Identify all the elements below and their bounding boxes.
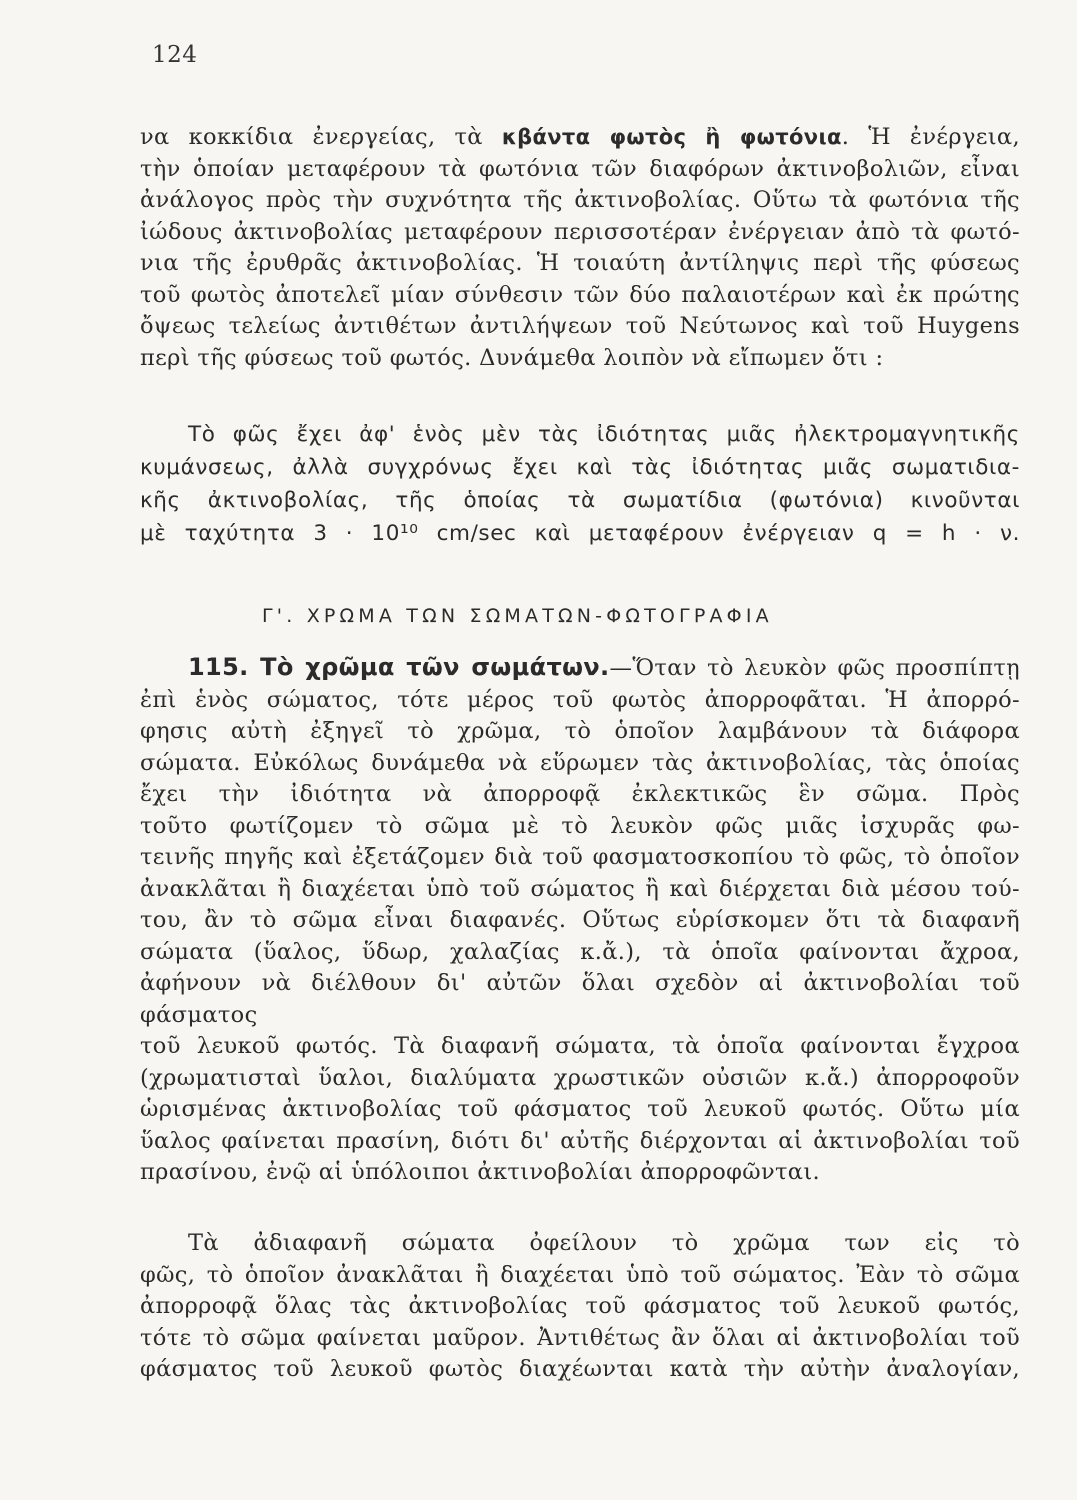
p115-line-9: του, ἂν τὸ σῶμα εἶναι διαφανές. Οὕτως εὑρίσκομεν ὅτι τὰ διαφανῆ [140, 907, 1020, 933]
summary-line-3: κῆς ἀκτινοβολίας, τῆς ὁποίας τὰ σωματίδια (φωτόνια) κινοῦνται [140, 488, 1020, 513]
p115-line-1-tail: —Ὅταν τὸ λευκὸν φῶς προσπίπτῃ [609, 655, 1020, 681]
p115-line-4: σώματα. Εὐκόλως δυνάμεθα νὰ εὕρωμεν τὰς ἀκτινοβολίας, τὰς ὁποίας [140, 749, 1020, 776]
p115-heading: 115. Τὸ χρῶμα τῶν σωμάτων. [188, 653, 610, 681]
paragraph-115 [140, 652, 1020, 1189]
p115-line-5: ἔχει τὴν ἰδιότητα νὰ ἀπορροφᾷ ἐκλεκτικῶς ἓν σῶμα. Πρὸς [140, 781, 1020, 807]
intro-line-1-lead: να κοκκίδια ἐνεργείας, τὰ [140, 124, 502, 150]
opaque-line-4: τότε τὸ σῶμα φαίνεται μαῦρον. Ἀντιθέτως ἂν ὅλαι αἱ ἀκτινοβολίαι τοῦ [140, 1324, 1020, 1351]
p115-line-10: σώματα (ὕαλος, ὕδωρ, χαλαζίας κ.ἄ.), τὰ ὁποῖα φαίνονται ἄχροα, [140, 938, 1020, 965]
p115-line-6: τοῦτο φωτίζομεν τὸ σῶμα μὲ τὸ λευκὸν φῶς μιᾶς ἰσχυρᾶς φω- [140, 812, 1020, 839]
p115-line-16: πρασίνου, ἐνῷ αἱ ὑπόλοιποι ἀκτινοβολίαι ἀπορροφῶνται. [140, 1159, 820, 1185]
intro-line-2: τὴν ὁποίαν μεταφέρουν τὰ φωτόνια τῶν διαφόρων ἀκτινοβολιῶν, εἶναι [140, 155, 1020, 182]
photons-term: κβάντα φωτὸς ἢ φωτόνια [501, 125, 842, 149]
summary-paragraph [140, 418, 1020, 550]
intro-line-8: περὶ τῆς φύσεως τοῦ φωτός. Δυνάμεθα λοιπὸν νὰ εἴπωμεν ὅτι : [140, 344, 884, 371]
opaque-paragraph [140, 1228, 1020, 1386]
intro-line-4: ἰώδους ἀκτινοβολίας μεταφέρουν περισσοτέραν ἐνέργειαν ἀπὸ τὰ φωτό- [140, 218, 1020, 245]
summary-line-1: Τὸ φῶς ἔχει ἀφ' ἑνὸς μὲν τὰς ἰδιότητας μιᾶς ἠλεκτρομαγνητικῆς [188, 422, 1020, 447]
intro-line-1-tail: . Ἡ ἐνέργεια, [841, 124, 1020, 150]
p115-line-11: ἀφήνουν νὰ διέλθουν δι' αὐτῶν ὅλαι σχεδὸν αἱ ἀκτινοβολίαι τοῦ φάσματος [140, 970, 1020, 1028]
p115-line-2: ἐπὶ ἑνὸς σώματος, τότε μέρος τοῦ φωτὸς ἀπορροφᾶται. Ἡ ἀπορρό- [140, 686, 1020, 713]
p115-line-13: (χρωματισταὶ ὕαλοι, διαλύματα χρωστικῶν οὐσιῶν κ.ἄ.) ἀπορροφοῦν [140, 1064, 1020, 1091]
p115-line-15: ὕαλος φαίνεται πρασίνη, διότι δι' αὐτῆς διέρχονται αἱ ἀκτινοβολίαι τοῦ [140, 1127, 1020, 1154]
p115-line-7: τεινῆς πηγῆς καὶ ἐξετάζομεν διὰ τοῦ φασματοσκοπίου τὸ φῶς, τὸ ὁποῖον [140, 844, 1020, 870]
p115-line-8: ἀνακλᾶται ἢ διαχέεται ὑπὸ τοῦ σώματος ἢ καὶ διέρχεται διὰ μέσου τού- [140, 875, 1020, 902]
summary-line-4: μὲ ταχύτητα 3 · 10¹⁰ cm/sec καὶ μεταφέρουν ἐνέργειαν q = h · ν. [140, 521, 1020, 546]
intro-line-5: νια τῆς ἐρυθρᾶς ἀκτινοβολίας. Ἡ τοιαύτη ἀντίληψις περὶ τῆς φύσεως [140, 250, 1020, 276]
section-heading: Γ'. ΧΡΩΜΑ ΤΩΝ ΣΩΜΑΤΩΝ-ΦΩΤΟΓΡΑΦΙΑ [262, 605, 773, 627]
p115-line-14: ὡρισμένας ἀκτινοβολίας τοῦ φάσματος τοῦ λευκοῦ φωτός. Οὕτω μία [140, 1096, 1020, 1122]
summary-line-2: κυμάνσεως, ἀλλὰ συγχρόνως ἔχει καὶ τὰς ἰδιότητας μιᾶς σωματιδια- [140, 455, 1020, 480]
opaque-line-5: φάσματος τοῦ λευκοῦ φωτὸς διαχέωνται κατὰ τὴν αὐτὴν ἀναλογίαν, [140, 1356, 1020, 1382]
intro-line-7: ὄψεως τελείως ἀντιθέτων ἀντιλήψεων τοῦ Νεύτωνος καὶ τοῦ Huygens [140, 313, 1020, 339]
intro-line-6: τοῦ φωτὸς ἀποτελεῖ μίαν σύνθεσιν τῶν δύο παλαιοτέρων καὶ ἐκ πρώτης [140, 281, 1020, 308]
p115-line-12: τοῦ λευκοῦ φωτός. Τὰ διαφανῆ σώματα, τὰ ὁποῖα φαίνονται ἔγχροα [140, 1033, 1020, 1059]
p115-line-1 [140, 652, 1020, 685]
intro-line-3: ἀνάλογος πρὸς τὴν συχνότητα τῆς ἀκτινοβολίας. Οὕτω τὰ φωτόνια τῆς [140, 187, 1020, 213]
intro-paragraph [140, 122, 1020, 374]
opaque-line-3: ἀπορροφᾷ ὅλας τὰς ἀκτινοβολίας τοῦ φάσματος τοῦ λευκοῦ φωτός, [140, 1293, 1020, 1319]
page-number: 124 [152, 42, 198, 68]
p115-line-3: φησις αὐτὴ ἐξηγεῖ τὸ χρῶμα, τὸ ὁποῖον λαμβάνουν τὰ διάφορα [140, 718, 1020, 744]
intro-line-1 [140, 122, 1020, 154]
opaque-line-1: Τὰ ἀδιαφανῆ σώματα ὀφείλουν τὸ χρῶμα των εἰς τὸ [188, 1230, 1020, 1256]
opaque-line-2: φῶς, τὸ ὁποῖον ἀνακλᾶται ἢ διαχέεται ὑπὸ τοῦ σώματος. Ἐὰν τὸ σῶμα [140, 1261, 1020, 1288]
